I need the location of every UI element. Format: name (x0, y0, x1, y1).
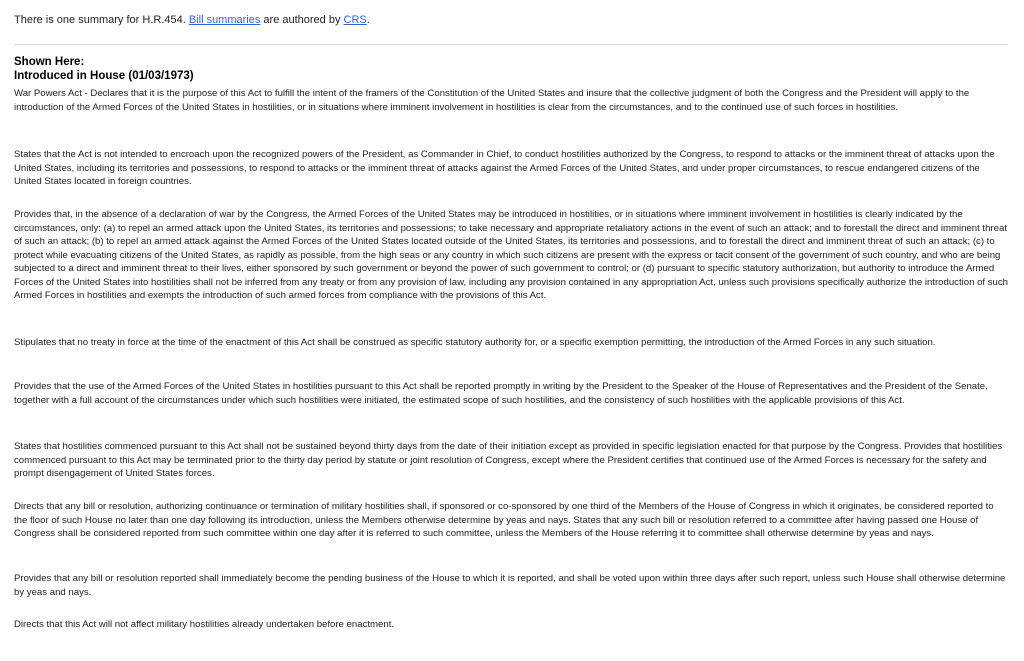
crs-link[interactable]: CRS (343, 14, 367, 26)
summary-paragraph: Directs that this Act will not affect military hostilities already undertaken before enactment. (14, 619, 395, 630)
bill-summaries-link[interactable]: Bill summaries (188, 14, 261, 26)
shown-here-label: Shown Here: (14, 56, 85, 68)
summary-paragraph: States that hostilities commenced pursuant to this Act shall not be sustained beyond thirty days from the date of their initiation except as provided in specific legislation enacted for that purpose by the Congress. Provides that hostilities commenced pursuant to this Act may be terminated prior to the thirty day period by statute or joint resolution of Congress, except where the President certifies that continued use of the Armed Forces is necessary for the safety and prompt disengagement of United States forces. (14, 441, 1003, 479)
summary-paragraph: Stipulates that no treaty in force at the time of the enactment of this Act shall be construed as specific statutory authority for, or a specific exemption permitting, the introduction of the Armed Forces in any such situation. (14, 337, 936, 348)
summary-paragraph: War Powers Act - Declares that it is the purpose of this Act to fulfill the intent of the framers of the Constitution of the United States and insure that the collective judgment of both the Congress and the President will apply to the introduction of the Armed Forces of the United States in hostilities, or in situations where imminent involvement in hostilities is clear from the circumstances, and to the continued use of such forces in hostilities. (14, 88, 970, 113)
summary-paragraph: Provides that any bill or resolution reported shall immediately become the pending business of the House to which it is reported, and shall be voted upon within three days after such report, unless such House shall otherwise determine by yeas and nays. (14, 573, 1006, 598)
intro-period: . (366, 14, 370, 26)
summary-count-text: There is one summary for H.R.454. (14, 14, 189, 26)
summary-paragraph: Provides that the use of the Armed Forces of the United States in hostilities pursuant to this Act shall be reported promptly in writing by the President to the Speaker of the House of Representatives and the President of the Senate, together with a full account of the circumstances under which such hostilities were initiated, the estimated scope of such hostilities, and the consistency of such hostilities with the applicable provisions of this Act. (14, 381, 988, 406)
summary-paragraph: Provides that, in the absence of a declaration of war by the Congress, the Armed Forces of the United States may be introduced in hostilities, or in situations where imminent involvement in hostilities is clearly indicated by the circumstances, only: (a) to repel an armed attack upon the United States, its territories and possessions; to take necessary and appropriate retaliatory actions in the event of such an attack; and to forestall the direct and imminent threat of such an attack; (b) to repel an armed attack against the Armed Forces of the United States located outside of the United States, its territories and possessions, and to forestall the direct and imminent threat of such an attack; (c) to protect while evacuating citizens of the United States, as rapidly as possible, from the high seas or any country in which such citizens are present with the express or tacit consent of the government of such country, and who are being subjected to a direct and imminent threat to their lives, either sponsored by such government or beyond the power of such government to control; or (d) pursuant to specific statutory authorization, but authority to introduce the Armed Forces of the United States into hostilities shall not be inferred from any treaty or from any provision of law, including any provision contained in any appropriation Act, unless such provisions specifically authorize the introduction of such Armed Forces in hostilities and exempts the introduction of such armed forces from compliance with the provisions of this Act. (14, 209, 1009, 301)
summary-version-title: Introduced in House (01/03/1973) (14, 70, 194, 82)
summary-count-line (14, 13, 370, 27)
authored-by-text: are authored by (260, 14, 344, 26)
summary-paragraph: States that the Act is not intended to encroach upon the recognized powers of the President, as Commander in Chief, to conduct hostilities authorized by the Congress, to respond to attacks or the imminent threat of attacks upon the United States, including its territories and possessions, to respond to attacks or the imminent threat of attacks against the Armed Forces of the United States, and under proper circumstances, to rescue endangered citizens of the United States located in foreign countries. (14, 149, 995, 187)
section-divider (14, 44, 1008, 45)
summary-paragraph: Directs that any bill or resolution, authorizing continuance or termination of military hostilities shall, if sponsored or co-sponsored by one third of the Members of the House of Congress in which it originates, be considered reported to the floor of such House no later than one day following its introduction, unless the Members otherwise determine by yeas and nays. States that any such bill or resolution referred to a committee after having passed one House of Congress shall be considered reported from such committee within one day after it is referred to such committee, unless the Members of the House referring it to committee shall otherwise determine by yeas and nays. (14, 501, 994, 539)
